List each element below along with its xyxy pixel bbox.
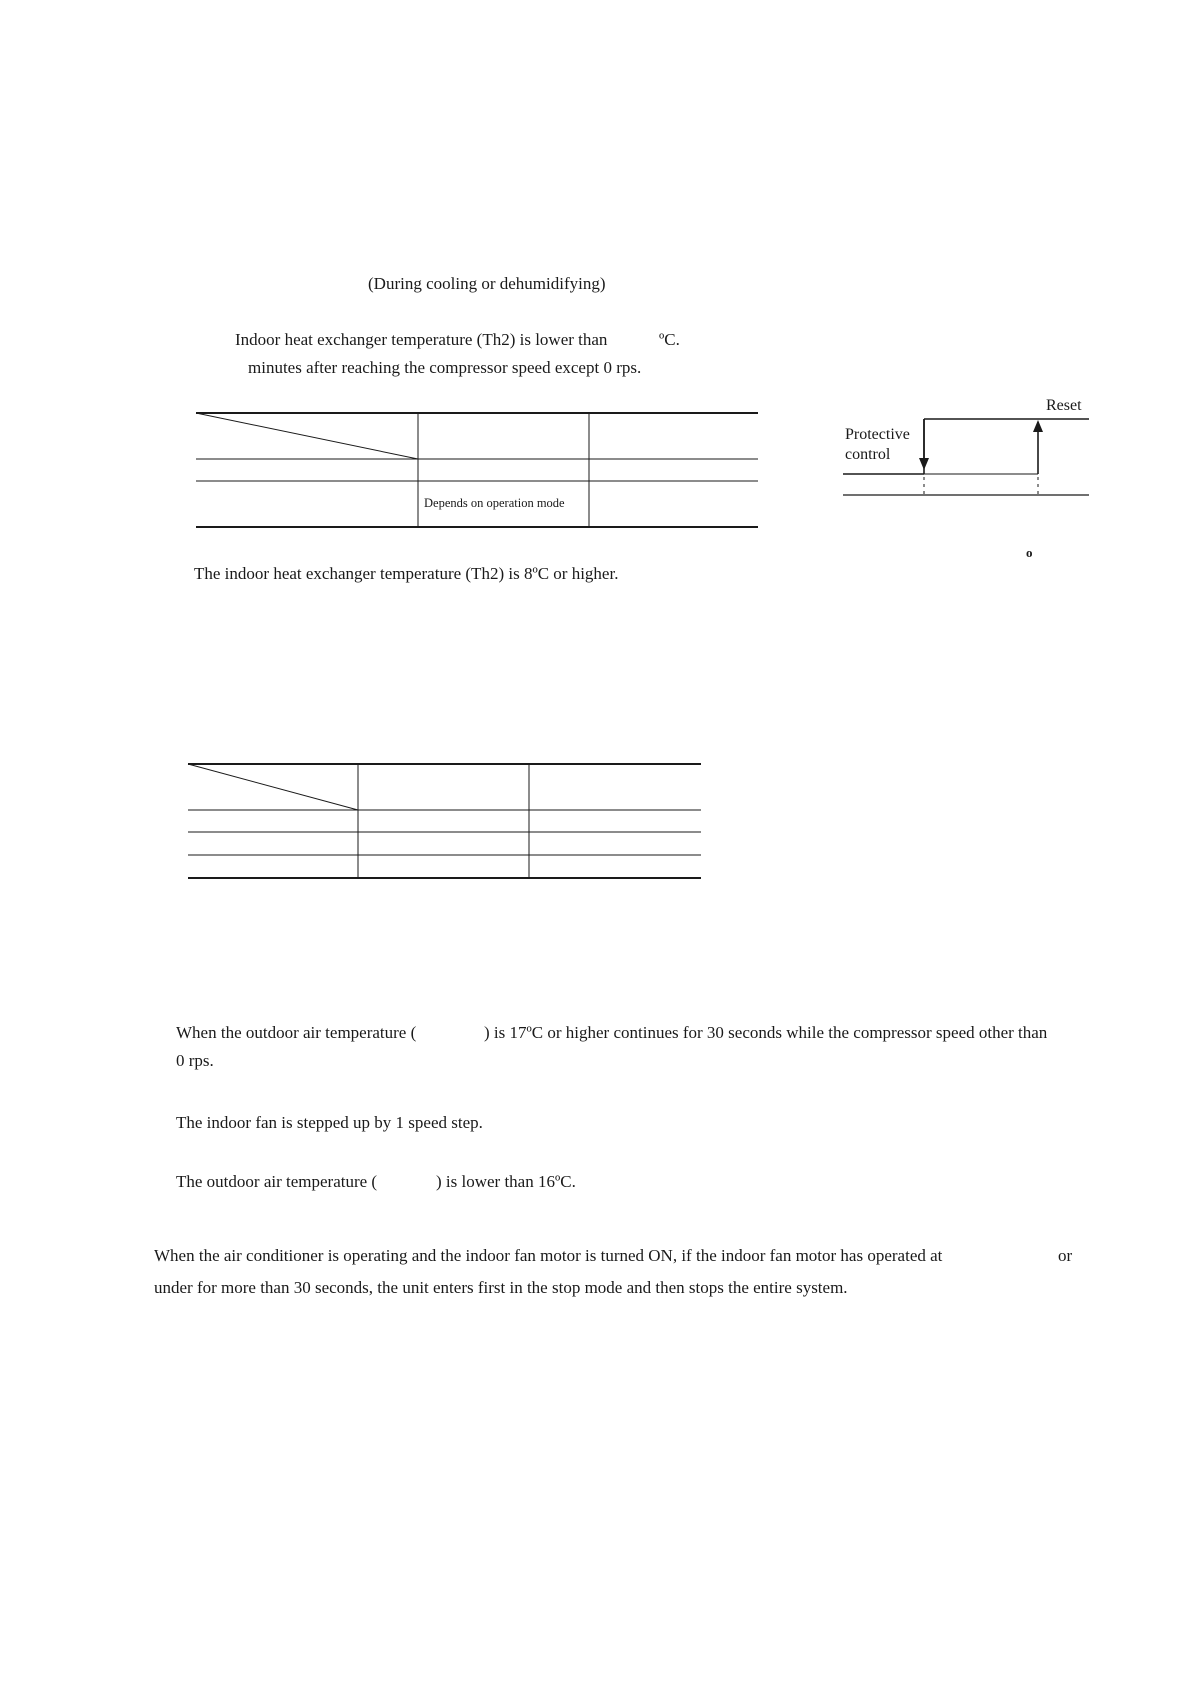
table2-grid: [188, 764, 701, 878]
section2-reset-b: ) is lower than 16ºC.: [436, 1172, 576, 1191]
reset-label: Reset: [1046, 397, 1082, 414]
condition-line1-a: Indoor heat exchanger temperature (Th2) is lower than: [235, 330, 608, 349]
section3-line1-b: or: [1058, 1246, 1073, 1265]
condition-line1-b: ºC.: [659, 330, 680, 349]
section2-condition-a: When the outdoor air temperature (: [176, 1023, 417, 1042]
section2-reset-a: The outdoor air temperature (: [176, 1172, 378, 1191]
section1-heading: (During cooling or dehumidifying): [368, 274, 606, 293]
section2-condition-b: ) is 17ºC or higher continues for 30 seconds while the compressor speed other than: [484, 1023, 1048, 1042]
table1-cell-operation-mode: Depends on operation mode: [424, 496, 565, 510]
protective-label-line2: control: [845, 446, 891, 463]
protective-label-line1: Protective: [845, 426, 910, 443]
section2-condition-c: 0 rps.: [176, 1051, 214, 1070]
section1-reset-text: The indoor heat exchanger temperature (Th2) is 8ºC or higher.: [194, 564, 619, 583]
degree-mark: o: [1026, 545, 1033, 560]
section3-line2: under for more than 30 seconds, the unit enters first in the stop mode and then stops the entire system.: [154, 1278, 848, 1297]
condition-line2: minutes after reaching the compressor speed except 0 rps.: [248, 358, 642, 377]
section3-line1-a: When the air conditioner is operating and the indoor fan motor is turned ON, if the indoor fan motor has operated at: [154, 1246, 943, 1265]
section2-action: The indoor fan is stepped up by 1 speed step.: [176, 1113, 483, 1132]
